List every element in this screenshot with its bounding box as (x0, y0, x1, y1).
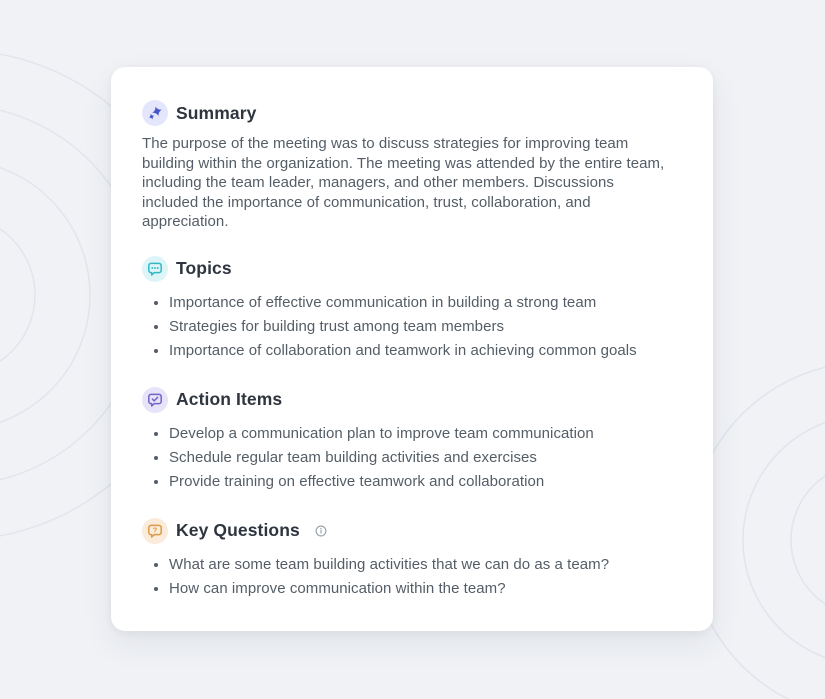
list-item: • Strategies for building trust among team members (169, 315, 674, 339)
topics-list (142, 291, 674, 363)
action-items-list (142, 422, 674, 494)
key-questions-list (142, 553, 674, 601)
key-questions-header (142, 518, 682, 544)
list-item: • Importance of collaboration and teamwork in achieving common goals (169, 339, 674, 363)
list-item: • How can improve communication within the team? (169, 577, 674, 601)
chat-dots-icon (142, 256, 168, 282)
svg-text:?: ? (152, 525, 158, 535)
chat-check-icon (142, 387, 168, 413)
action-items-section (142, 387, 682, 494)
topics-header (142, 256, 682, 282)
topics-title: Topics (176, 258, 232, 278)
info-icon[interactable] (314, 524, 328, 538)
chat-question-icon (142, 518, 168, 544)
action-items-title: Action Items (176, 389, 283, 409)
list-item: • Develop a communication plan to improve team communication (169, 422, 674, 446)
summary-section (142, 100, 682, 232)
list-item: • Importance of effective communication in building a strong team (169, 291, 674, 315)
topics-section (142, 256, 682, 363)
sparkles-icon (142, 100, 168, 126)
key-questions-title: Key Questions (176, 520, 300, 540)
action-items-header (142, 387, 682, 413)
list-item: • Schedule regular team building activities and exercises (169, 446, 674, 470)
list-item: • What are some team building activities that we can do as a team? (169, 553, 674, 577)
summary-title: Summary (176, 102, 257, 123)
list-item: • Provide training on effective teamwork and collaboration (169, 470, 674, 494)
meeting-notes-card (111, 67, 713, 631)
summary-header (142, 100, 682, 126)
summary-text: The purpose of the meeting was to discuss strategies for improving team building within the organization. The meeting was attended by the entire team, including the team leader, managers, and other members. Discussions included the importance of communication, trust, collaboration, and appreciation. (142, 135, 665, 230)
key-questions-section (142, 518, 682, 601)
